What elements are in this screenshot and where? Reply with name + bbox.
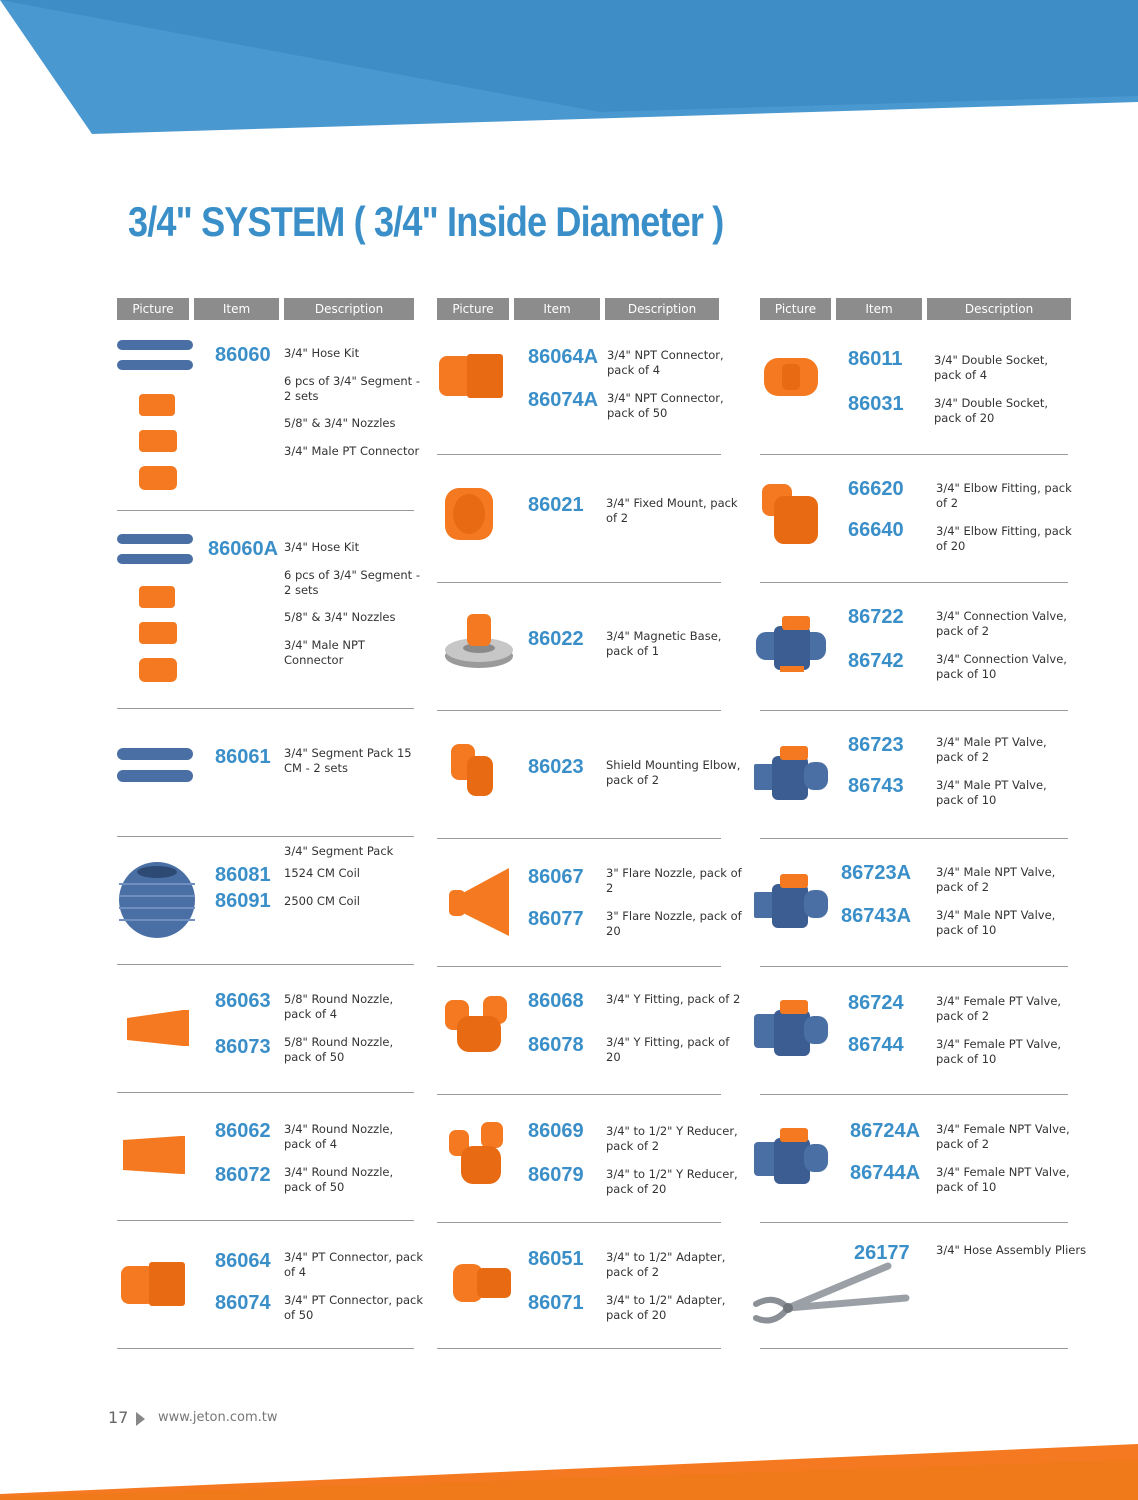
item-description: 3" Flare Nozzle, pack of 20 xyxy=(606,909,742,938)
segment-pack-image xyxy=(117,746,197,788)
bottom-band xyxy=(0,1440,1138,1500)
item-code: 86060 xyxy=(215,344,271,366)
item-description: 3/4" Y Fitting, pack of 2 xyxy=(606,992,741,1006)
flare-nozzle-image xyxy=(447,866,513,938)
row-divider xyxy=(117,1348,414,1349)
row-divider xyxy=(117,708,414,709)
item-description: 3/4" Male NPT Valve, pack of 2 xyxy=(936,865,1056,894)
item-description: 3/4" Male PT Valve, pack of 10 xyxy=(936,778,1047,807)
item-description: 3/4" Double Socket, pack of 20 xyxy=(934,396,1049,425)
item-code: 86081 xyxy=(215,864,271,886)
item-description: 3/4" Hose Assembly Pliers xyxy=(936,1243,1087,1257)
y-fitting-image xyxy=(443,994,509,1056)
item-description: 3/4" to 1/2" Y Reducer, pack of 2 xyxy=(606,1124,738,1153)
male-npt-valve-image xyxy=(752,872,830,934)
item-code: 66640 xyxy=(848,519,904,541)
row-divider xyxy=(760,838,1068,839)
top-banner xyxy=(0,0,1138,140)
item-description: 1524 CM Coil xyxy=(284,866,360,880)
item-code: 86062 xyxy=(215,1120,271,1142)
item-description: 3/4" NPT Connector, pack of 50 xyxy=(607,391,724,420)
item-code: 86071 xyxy=(528,1292,584,1314)
item-code: 86744A xyxy=(850,1162,921,1184)
row-divider xyxy=(760,966,1068,967)
pt-connector-image xyxy=(119,1258,189,1310)
item-description: 3/4" Fixed Mount, pack of 2 xyxy=(606,496,738,525)
item-code: 86722 xyxy=(848,606,904,628)
header-picture: Picture xyxy=(760,298,831,320)
item-description: 3/4" Magnetic Base, pack of 1 xyxy=(606,629,722,658)
item-code: 86091 xyxy=(215,890,271,912)
item-code: 26177 xyxy=(854,1242,910,1264)
item-description: 3/4" Female PT Valve, pack of 2 xyxy=(936,994,1062,1023)
item-description: Shield Mounting Elbow, pack of 2 xyxy=(606,758,741,787)
row-divider xyxy=(117,510,414,511)
item-code: 86061 xyxy=(215,746,271,768)
item-description: 3/4" NPT Connector, pack of 4 xyxy=(607,348,724,377)
item-code: 86064 xyxy=(215,1250,271,1272)
item-description: 3/4" Hose Kit xyxy=(284,540,360,554)
item-code: 86051 xyxy=(528,1248,584,1270)
item-description: 5/8" & 3/4" Nozzles xyxy=(284,416,396,430)
row-divider xyxy=(760,1348,1068,1349)
item-description: 3/4" Round Nozzle, pack of 50 xyxy=(284,1165,394,1194)
shield-elbow-image xyxy=(449,742,499,804)
row-divider xyxy=(437,710,721,711)
row-divider xyxy=(437,1222,721,1223)
row-divider xyxy=(117,836,414,837)
website-link[interactable]: www.jeton.com.tw xyxy=(158,1410,278,1425)
item-code: 86742 xyxy=(848,650,904,672)
row-divider xyxy=(437,966,721,967)
header-description: Description xyxy=(284,298,414,320)
item-description: 3/4" Double Socket, pack of 4 xyxy=(934,353,1049,382)
item-code: 86069 xyxy=(528,1120,584,1142)
header-item: Item xyxy=(836,298,922,320)
item-code: 86072 xyxy=(215,1164,271,1186)
magnetic-base-image xyxy=(443,608,515,670)
row-divider xyxy=(117,1092,414,1093)
item-code: 86023 xyxy=(528,756,584,778)
fixed-mount-image xyxy=(441,484,497,544)
hose-kit-image xyxy=(117,530,197,690)
hose-kit-image xyxy=(117,336,197,496)
row-divider xyxy=(760,582,1068,583)
header-picture: Picture xyxy=(437,298,509,320)
item-description: 3/4" Female NPT Valve, pack of 10 xyxy=(936,1165,1070,1194)
coil-image xyxy=(117,860,197,940)
y-reducer-image xyxy=(447,1120,509,1188)
item-description: 3/4" to 1/2" Adapter, pack of 2 xyxy=(606,1250,726,1279)
item-code: 86743 xyxy=(848,775,904,797)
connection-valve-image xyxy=(754,614,830,676)
item-description: 3/4" Elbow Fitting, pack of 2 xyxy=(936,481,1072,510)
item-description: 5/8" Round Nozzle, pack of 50 xyxy=(284,1035,394,1064)
round-nozzle-image xyxy=(123,1004,193,1054)
row-divider xyxy=(437,454,721,455)
item-description: 3/4" PT Connector, pack of 50 xyxy=(284,1293,424,1322)
item-code: 86744 xyxy=(848,1034,904,1056)
male-pt-valve-image xyxy=(752,744,830,806)
item-code: 86073 xyxy=(215,1036,271,1058)
item-code: 86723 xyxy=(848,734,904,756)
row-divider xyxy=(437,838,721,839)
item-code: 86067 xyxy=(528,866,584,888)
elbow-fitting-image xyxy=(760,482,822,546)
header-description: Description xyxy=(927,298,1071,320)
item-description: 5/8" Round Nozzle, pack of 4 xyxy=(284,992,394,1021)
item-description: 3/4" Round Nozzle, pack of 4 xyxy=(284,1122,394,1151)
item-description: 2500 CM Coil xyxy=(284,894,360,908)
row-divider xyxy=(760,1222,1068,1223)
item-code: 86022 xyxy=(528,628,584,650)
item-code: 86064A xyxy=(528,346,599,368)
female-pt-valve-image xyxy=(752,998,830,1062)
item-description: 3/4" Male NPT Valve, pack of 10 xyxy=(936,908,1056,937)
row-divider xyxy=(760,710,1068,711)
item-code: 86078 xyxy=(528,1034,584,1056)
item-description: 3/4" Segment Pack xyxy=(284,844,394,858)
page-title: 3/4" SYSTEM ( 3/4" Inside Diameter ) xyxy=(128,198,724,245)
row-divider xyxy=(760,454,1068,455)
item-description: 3/4" Segment Pack 15 CM - 2 sets xyxy=(284,746,412,775)
header-item: Item xyxy=(514,298,600,320)
item-code: 86011 xyxy=(848,348,903,370)
item-description: 3/4" Male PT Connector xyxy=(284,444,420,458)
header-picture: Picture xyxy=(117,298,189,320)
item-description: 3/4" Male PT Valve, pack of 2 xyxy=(936,735,1047,764)
item-description: 3/4" to 1/2" Adapter, pack of 20 xyxy=(606,1293,726,1322)
row-divider xyxy=(117,1220,414,1221)
item-description: 3/4" Female PT Valve, pack of 10 xyxy=(936,1037,1062,1066)
item-code: 86724A xyxy=(850,1120,921,1142)
row-divider xyxy=(117,964,414,965)
page-number: 17 xyxy=(108,1408,129,1427)
item-code: 86074 xyxy=(215,1292,271,1314)
hose-assembly-pliers-image xyxy=(748,1256,914,1336)
item-description: 6 pcs of 3/4" Segment - 2 sets xyxy=(284,374,420,403)
row-divider xyxy=(437,1348,721,1349)
item-description: 6 pcs of 3/4" Segment - 2 sets xyxy=(284,568,420,597)
header-item: Item xyxy=(194,298,279,320)
item-description: 3/4" Elbow Fitting, pack of 20 xyxy=(936,524,1072,553)
double-socket-image xyxy=(762,354,820,400)
item-description: 3/4" PT Connector, pack of 4 xyxy=(284,1250,424,1279)
item-code: 86724 xyxy=(848,992,904,1014)
item-description: 5/8" & 3/4" Nozzles xyxy=(284,610,396,624)
row-divider xyxy=(760,1094,1068,1095)
arrow-icon xyxy=(136,1412,145,1426)
round-nozzle-image xyxy=(119,1134,189,1178)
row-divider xyxy=(437,1094,721,1095)
item-code: 86074A xyxy=(528,389,599,411)
item-code: 86060A xyxy=(208,538,279,560)
item-description: 3/4" to 1/2" Y Reducer, pack of 20 xyxy=(606,1167,738,1196)
item-code: 86079 xyxy=(528,1164,584,1186)
item-description: 3" Flare Nozzle, pack of 2 xyxy=(606,866,742,895)
item-code: 86723A xyxy=(841,862,912,884)
item-code: 86021 xyxy=(528,494,584,516)
row-divider xyxy=(437,582,721,583)
item-description: 3/4" Connection Valve, pack of 2 xyxy=(936,609,1067,638)
item-description: 3/4" Hose Kit xyxy=(284,346,360,360)
item-code: 86068 xyxy=(528,990,584,1012)
item-code: 66620 xyxy=(848,478,904,500)
item-code: 86743A xyxy=(841,905,912,927)
adapter-image xyxy=(451,1258,513,1308)
npt-connector-image xyxy=(437,350,507,402)
item-description: 3/4" Female NPT Valve, pack of 2 xyxy=(936,1122,1070,1151)
item-code: 86063 xyxy=(215,990,271,1012)
female-npt-valve-image xyxy=(752,1126,830,1190)
item-code: 86077 xyxy=(528,908,584,930)
header-description: Description xyxy=(605,298,719,320)
item-description: 3/4" Connection Valve, pack of 10 xyxy=(936,652,1067,681)
item-code: 86031 xyxy=(848,393,904,415)
item-description: 3/4" Y Fitting, pack of 20 xyxy=(606,1035,730,1064)
item-description: 3/4" Male NPT Connector xyxy=(284,638,365,667)
